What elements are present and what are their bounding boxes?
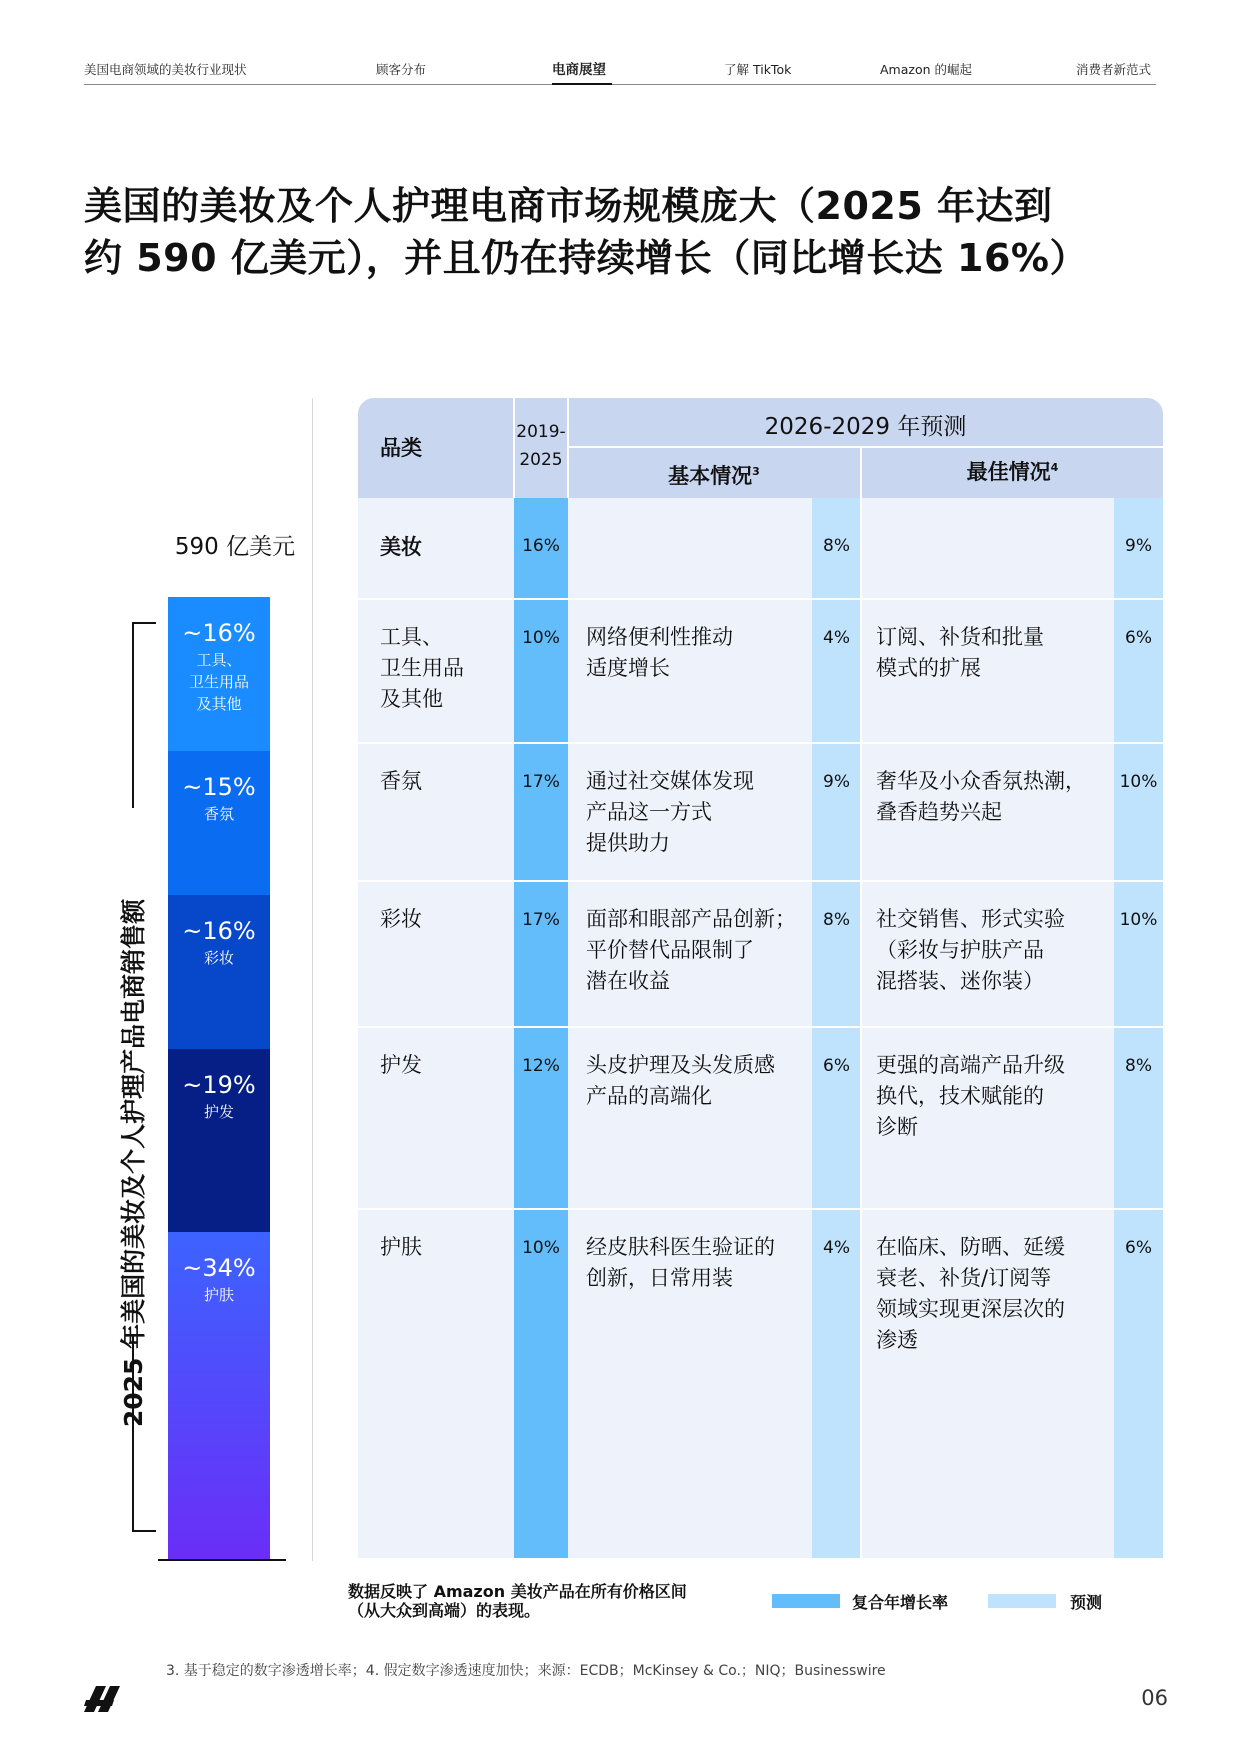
row-base-value: 8%: [823, 910, 850, 930]
bracket-upper-line: [132, 622, 134, 808]
bar-segment: [168, 597, 270, 751]
page-headline: [84, 180, 1164, 284]
row-base-driver: 经皮肤科医生验证的 创新，日常用装: [586, 1235, 775, 1290]
row-base-driver: 头皮护理及头发质感 产品的高端化: [586, 1053, 775, 1108]
headline-line-1: 美国的美妆及个人护理电商市场规模庞大（2025 年达到: [84, 184, 1053, 228]
row-cagr-value: 17%: [522, 772, 560, 792]
row-base-driver: 面部和眼部产品创新； 平价替代品限制了 潜在收益: [586, 907, 796, 993]
row-cagr-value: 10%: [522, 628, 560, 648]
nav-item-state[interactable]: 美国电商领域的美妆行业现状: [84, 62, 247, 77]
bracket-top-tick: [132, 622, 156, 624]
row-base-value: 8%: [823, 536, 850, 556]
row-best-driver: 奢华及小众香氛热潮， 叠香趋势兴起: [876, 769, 1086, 824]
row-base-value: 6%: [823, 1056, 850, 1076]
row-category: 彩妆: [380, 907, 422, 931]
column-divider: [860, 498, 862, 1558]
segment-percent: ~19%: [182, 1071, 256, 1099]
row-best-driver: 在临床、防晒、延缓 衰老、补货/订阅等 领域实现更深层次的 渗透: [876, 1235, 1065, 1352]
bar-segment: [168, 1232, 270, 1559]
cagr-column: [514, 498, 568, 1558]
header-divider: [568, 446, 1163, 448]
nav-active-underline: [552, 83, 612, 85]
row-best-value: 10%: [1119, 772, 1158, 792]
page-number: 06: [1141, 1686, 1168, 1710]
segment-percent: ~16%: [182, 917, 256, 945]
best-value-column: [1114, 498, 1163, 1558]
row-best-value: 9%: [1125, 536, 1152, 556]
total-sales-label: 590 亿美元: [174, 534, 296, 560]
row-best-value: 8%: [1125, 1056, 1152, 1076]
row-category: 香氛: [380, 769, 422, 793]
row-best-driver: 社交销售、形式实验 （彩妆与护肤产品 混搭装、迷你装）: [876, 907, 1065, 993]
nav-item-outlook[interactable]: 电商展望: [552, 62, 606, 78]
row-best-driver: 更强的高端产品升级 换代，技术赋能的 诊断: [876, 1053, 1065, 1139]
row-divider: [358, 1026, 1163, 1028]
row-base-driver: 网络便利性推动 适度增长: [586, 625, 733, 680]
segment-name: 护发: [203, 1103, 234, 1121]
bar-segment: [168, 1049, 270, 1232]
legend-forecast-label: 预测: [1070, 1593, 1103, 1612]
row-best-value: 6%: [1125, 1238, 1152, 1258]
header-best-case: 最佳情况$^4$: [966, 460, 1059, 484]
row-base-value: 4%: [823, 1238, 850, 1258]
header-base-case: 基本情况$^3$: [668, 464, 760, 488]
segment-name: 彩妆: [203, 949, 234, 967]
top-navigation: [84, 58, 1156, 85]
nav-item-consumer[interactable]: 消费者新范式: [1076, 62, 1152, 77]
segment-percent: ~15%: [182, 773, 256, 801]
bar-segment: [168, 895, 270, 1049]
segment-name: 工具、 卫生用品 及其他: [188, 651, 249, 713]
row-category: 护肤: [380, 1235, 422, 1259]
row-base-value: 9%: [823, 772, 850, 792]
segment-name: 香氛: [203, 805, 234, 823]
row-divider: [358, 1208, 1163, 1210]
row-divider: [358, 598, 1163, 600]
row-category: 工具、 卫生用品 及其他: [380, 625, 464, 711]
legend-cagr-swatch: [772, 1594, 840, 1608]
section-divider: [312, 398, 313, 1561]
legend-forecast-swatch: [988, 1594, 1056, 1608]
row-base-value: 4%: [823, 628, 850, 648]
header-period: 2019- 2025: [516, 422, 566, 470]
row-category: 护发: [380, 1053, 422, 1077]
row-divider: [358, 880, 1163, 882]
headline-line-2: 约 590 亿美元），并且仍在持续增长（同比增长达 16%）: [84, 236, 1088, 280]
header-category: 品类: [380, 436, 422, 460]
row-category: 美妆: [380, 535, 422, 559]
row-best-value: 10%: [1119, 910, 1158, 930]
row-cagr-value: 17%: [522, 910, 560, 930]
base-value-column: [812, 498, 861, 1558]
row-cagr-value: 12%: [522, 1056, 560, 1076]
nav-item-amazon[interactable]: Amazon 的崛起: [880, 62, 972, 77]
brand-logo-icon: [84, 1686, 120, 1712]
row-best-driver: 订阅、补货和批量 模式的扩展: [876, 625, 1044, 680]
row-divider: [358, 742, 1163, 744]
row-base-driver: 通过社交媒体发现 产品这一方式 提供助力: [586, 769, 754, 855]
bar-baseline: [158, 1559, 286, 1561]
segment-percent: ~16%: [182, 619, 256, 647]
header-forecast: 2026-2029 年预测: [764, 414, 967, 440]
data-note: 数据反映了 Amazon 美妆产品在所有价格区间 （从大众到高端）的表现。: [348, 1582, 687, 1620]
bracket-bottom-tick: [132, 1530, 156, 1532]
row-cagr-value: 16%: [522, 536, 560, 556]
segment-percent: ~34%: [182, 1254, 256, 1282]
legend-cagr-label: 复合年增长率: [852, 1593, 949, 1612]
segment-name: 护肤: [203, 1286, 234, 1304]
footnote: 3. 基于稳定的数字渗透增长率；4. 假定数字渗透速度加快；来源：ECDB；McKinsey & Co.；NIQ；Businesswire: [166, 1663, 886, 1679]
row-cagr-value: 10%: [522, 1238, 560, 1258]
row-best-value: 6%: [1125, 628, 1152, 648]
nav-item-tiktok[interactable]: 了解 TikTok: [724, 62, 792, 77]
nav-item-customers[interactable]: 顾客分布: [376, 62, 427, 77]
bar-segment: [168, 751, 270, 895]
